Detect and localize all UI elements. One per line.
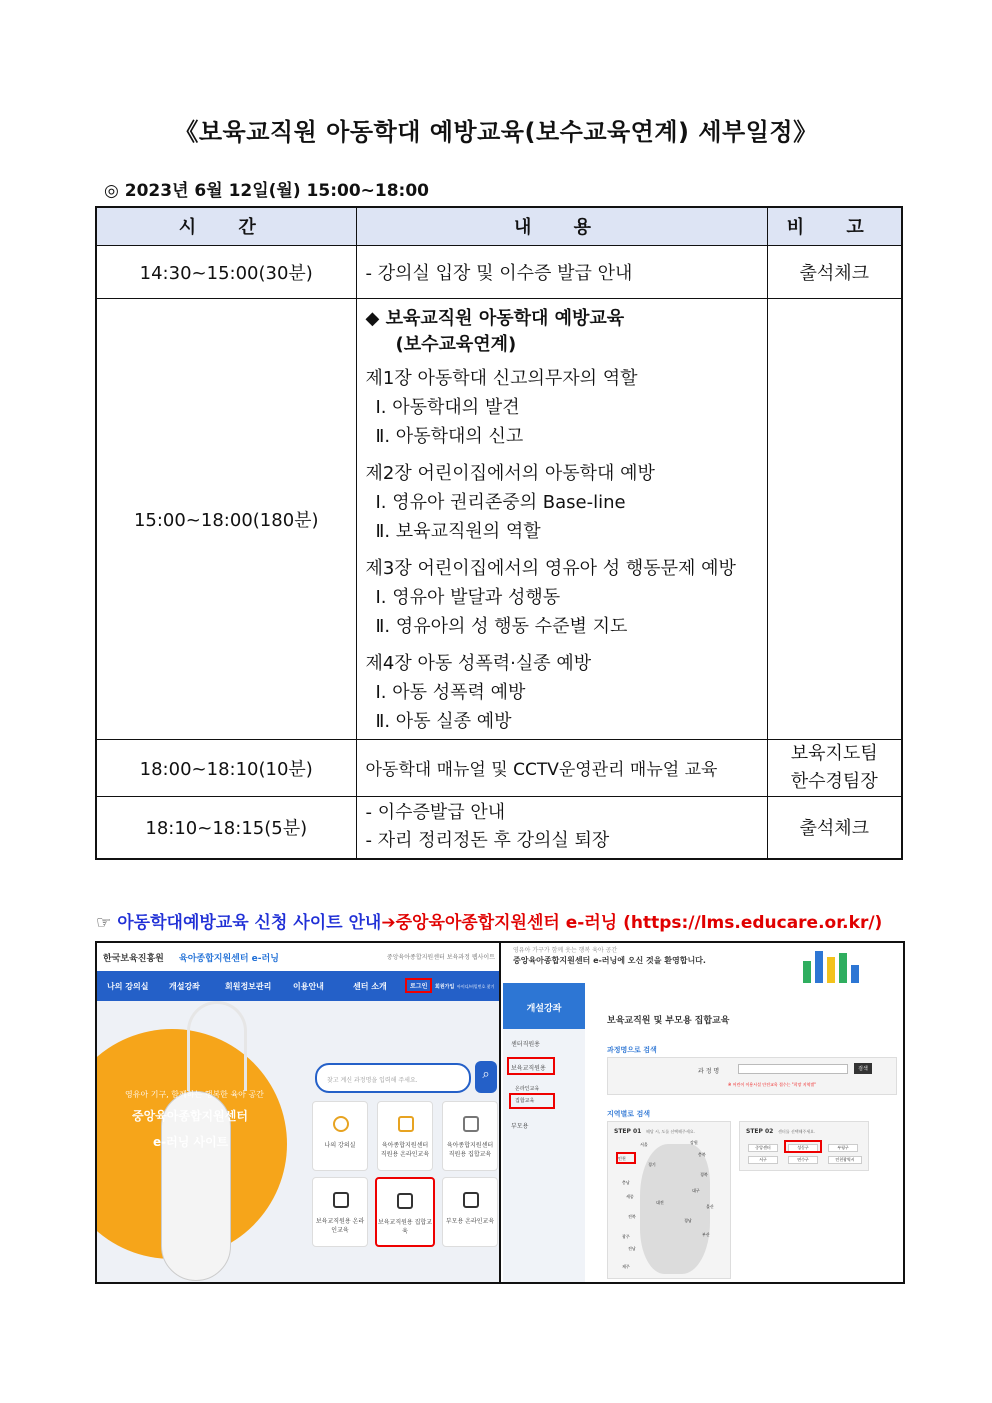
tile-center-online[interactable]: 육아종합지원센터 직원용 온라인교육 [377,1101,433,1171]
chapter-3 [366,554,767,641]
table-header-row [96,207,902,245]
note-team: 보육지도팀 [790,742,878,764]
center-option[interactable]: 부평구 [828,1144,858,1152]
region-label[interactable]: 강원 [690,1140,698,1145]
guide-text: 아동학대예방교육 신청 사이트 안내 [117,913,382,933]
screenshot-panels [95,941,905,1284]
step2-box [739,1121,869,1171]
row-note [767,739,902,796]
chapter-item: Ⅱ. 아동학대의 신고 [375,425,524,447]
step2-label: STEP 02 [746,1128,774,1135]
header-time: 시 간 [96,207,356,245]
chapter-title: 제4장 아동 성폭력·실종 예방 [365,652,592,674]
header-content: 내 용 [356,207,767,245]
session-heading-line2: (보수교육연계) [395,333,517,355]
sidebar-item-online[interactable]: 온라인교육 [515,1086,540,1092]
course-search-input[interactable]: 찾고 계신 과정명을 입력해 주세요. [315,1063,471,1093]
region-label[interactable]: 서울 [640,1142,648,1147]
nav-item[interactable]: 개설강좌 [169,982,200,991]
kcpi-logo: 한국보육진흥원 [103,954,164,964]
table-row [96,298,902,739]
region-label[interactable]: 경북 [700,1172,708,1177]
tile-teacher-group[interactable]: 보육교직원용 집합교육 [375,1177,435,1247]
highlight-box [616,1152,636,1164]
chapter-4 [366,649,767,736]
region-label[interactable]: 세종 [626,1194,634,1199]
hero-banner [97,1001,501,1282]
site-guide [96,908,882,933]
chapter-item: Ⅱ. 영유아의 성 행동 수준별 지도 [375,615,628,637]
session-heading [366,304,767,356]
arrow-icon: ➔ [381,913,396,933]
region-label[interactable]: 전북 [628,1214,636,1219]
person-icon [333,1116,349,1132]
main-nav [97,971,501,1001]
search-icon[interactable]: ⌕ [475,1061,497,1093]
course-name-input[interactable] [738,1064,848,1074]
session-heading-line1: ◆ 보육교직원 아동학대 예방교육 [365,307,625,329]
row-note: 출석체크 [767,245,902,298]
sidebar-item-group[interactable]: 집합교육 [515,1098,535,1104]
region-label[interactable]: 부산 [702,1232,710,1237]
center-option[interactable]: 서구 [748,1156,778,1164]
tile-center-group[interactable]: 육아종합지원센터 직원용 집합교육 [442,1101,498,1171]
header-slogan: 영유아 가구가 함께 웃는 행복 육아 공간 [513,947,618,954]
schedule-date: ◎ 2023년 6월 12일(월) 15:00~18:00 [104,181,430,201]
chapter-item: Ⅰ. 아동학대의 발견 [375,396,520,418]
chapter-title: 제2장 어린이집에서의 아동학대 예방 [365,462,655,484]
chapter-item: Ⅱ. 보육교직원의 역할 [375,520,541,542]
org-chart-icon [463,1116,479,1132]
row-content [356,796,767,859]
row-note [767,298,902,739]
chapter-item: Ⅰ. 영유아 발달과 성행동 [375,586,561,608]
table-row [96,245,902,298]
course-name-label: 과 정 명 [698,1068,720,1075]
region-label[interactable]: 충남 [622,1180,630,1185]
site-header [97,943,501,971]
region-label[interactable]: 경기 [648,1162,656,1167]
name-search-box [607,1057,897,1095]
step1-label: STEP 01 [614,1128,642,1135]
tile-teacher-online[interactable]: 보육교직원용 온라인교육 [312,1177,368,1247]
row-time: 14:30~15:00(30분) [96,245,356,298]
course-sidebar [503,983,585,1282]
table-row [96,796,902,859]
chapter-item: Ⅰ. 영유아 권리존중의 Base-line [375,491,626,513]
region-label[interactable]: 인천 [618,1156,626,1161]
search-notice: ※ 어린이 이용시설 안전교육 접수는 "희망 지역별" [728,1082,817,1087]
content-line: - 이수증발급 안내 [365,802,506,824]
chapter-2 [366,459,767,546]
region-label[interactable]: 제주 [622,1264,630,1269]
sidebar-heading: 개설강좌 [503,983,585,1029]
chapter-title: 제1장 아동학대 신고의무자의 역할 [365,367,638,389]
document-title: 《보육교직원 아동학대 예방교육(보수교육연계) 세부일정》 [174,118,818,146]
row-content: 아동학대 매뉴얼 및 CCTV운영관리 매뉴얼 교육 [356,739,767,796]
center-option[interactable]: 연수구 [788,1156,818,1164]
highlight-box [507,1057,555,1075]
region-label[interactable]: 전남 [628,1246,636,1251]
hero-title-line1: 중앙육아종합지원센터 [132,1109,248,1123]
top-links[interactable]: 중앙육아종합지원센터 보육과정 웹사이트 [386,954,495,961]
row-content: - 강의실 입장 및 이수증 발급 안내 [356,245,767,298]
hero-title-line2: e-러닝 사이트 [153,1135,229,1149]
chapter-item: Ⅰ. 아동 성폭력 예방 [375,681,526,703]
region-label[interactable]: 대전 [656,1200,664,1205]
monitor-icon [398,1116,414,1132]
row-note: 출석체크 [767,796,902,859]
chapter-1 [366,364,767,451]
monitor-icon [463,1192,479,1208]
course-header [503,943,903,983]
center-option[interactable]: 성동구 [788,1144,818,1152]
schedule-table [95,206,903,860]
main-page-screenshot [97,943,501,1282]
table-row [96,739,902,796]
course-main [597,1003,903,1282]
elearning-logo: 육아종합지원센터 e-러닝 [179,954,279,964]
mouse-cable [187,1001,247,1091]
search-by-region-label: 지역별로 검색 [607,1110,651,1118]
course-search-button[interactable]: 검색 [854,1063,872,1074]
step2-hint: 센터를 선택해주세요. [778,1129,816,1134]
step1-hint: 해당 시, 도를 선택해주세요. [646,1129,695,1134]
nav-item[interactable]: 나의 강의실 [107,982,149,991]
pointing-hand-icon: ☞ [96,913,112,933]
row-time: 15:00~18:00(180분) [96,298,356,739]
step1-box [607,1121,731,1279]
tile-parent-online[interactable]: 부모용 온라인교육 [442,1177,498,1247]
region-label[interactable]: 충북 [698,1152,706,1157]
region-label[interactable]: 광주 [622,1234,630,1239]
row-time: 18:00~18:10(10분) [96,739,356,796]
course-page-screenshot [503,943,903,1282]
nav-item[interactable]: 센터 소개 [353,982,387,991]
region-label[interactable]: 경남 [684,1218,692,1223]
sidebar-item-teacher[interactable]: 보육교직원용 [511,1065,546,1072]
find-account-link[interactable]: 아이디/비밀번호 찾기 [457,984,495,989]
monitor-icon [333,1192,349,1208]
chapter-item: Ⅱ. 아동 실종 예방 [375,710,512,732]
nav-item[interactable]: 이용안내 [293,982,324,991]
presentation-board-icon [397,1193,413,1209]
highlight-box [784,1140,822,1153]
hero-subtitle: 영유아 기구, 함께하는 행복한 육아 공간 [125,1090,264,1099]
center-option[interactable]: 중앙센터 [748,1144,778,1152]
row-content [356,298,767,739]
login-button[interactable]: 로그인 [405,978,432,993]
sidebar-item-parent[interactable]: 부모용 [511,1123,529,1130]
region-label[interactable]: 대구 [692,1188,700,1193]
content-line: - 자리 정리정돈 후 강의실 퇴장 [365,830,610,852]
chapter-title: 제3장 어린이집에서의 영유아 성 행동문제 예방 [365,557,736,579]
center-option[interactable]: 인천광역시 [828,1156,862,1164]
signup-link[interactable]: 회원가입 [435,984,455,990]
highlight-box [509,1093,555,1109]
tile-my-classroom[interactable]: 나의 강의실 [312,1101,368,1171]
course-page-title: 보육교직원 및 부모용 집합교육 [607,1016,730,1026]
region-label[interactable]: 울산 [706,1204,714,1209]
sidebar-item-center-staff[interactable]: 센터직원용 [511,1041,540,1048]
header-note: 비 고 [767,207,902,245]
note-person: 한수경팀장 [790,770,878,792]
guide-link[interactable]: 중앙육아종합지원센터 e-러닝 (https://lms.educare.or.kr/) [395,913,883,933]
search-by-name-label: 과정명으로 검색 [607,1046,657,1054]
header-welcome: 중앙육아종합지원센터 e-러닝에 오신 것을 환영합니다. [513,956,706,965]
nav-item[interactable]: 회원정보관리 [225,982,272,991]
row-time: 18:10~18:15(5분) [96,796,356,859]
